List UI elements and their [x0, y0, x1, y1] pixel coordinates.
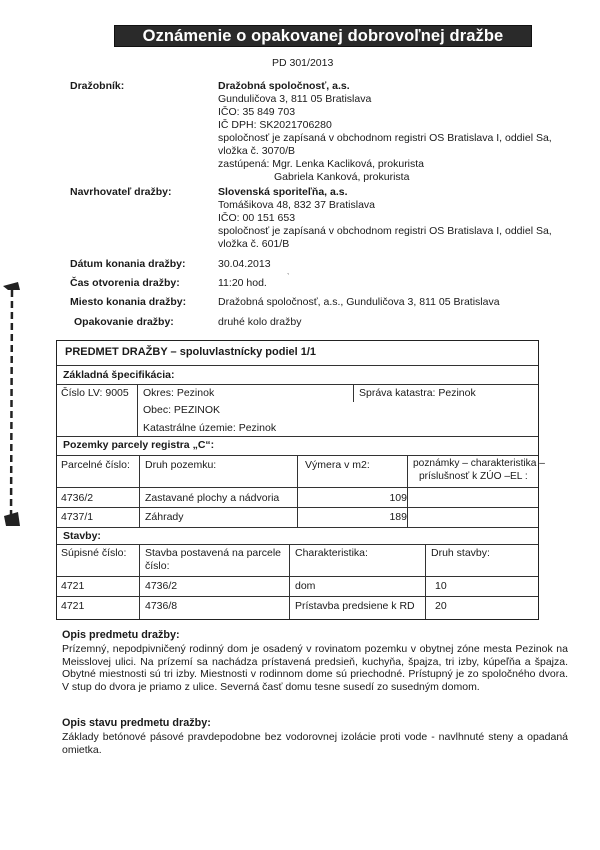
- miesto-label: Miesto konania dražby:: [70, 296, 187, 308]
- opis-text: Prízemný, nepodpivničený rodinný dom je osadený v rovinatom pozemku v obytnej zóne mesta Pezinok na Meisslovej ulici. Na prízemí sa nachádza prístavená predsieň, kuchyňa, špajza, tri izby, kúpeľňa a špajza. Obytné miestnosti sú tri izby. Miestnosti v rodinnom dome sú priechodné. Prístupný je zo spoločného dvora. V stup do dvora je priamo z ulice. Severná časť domu tesne susedí zo susedným domom.: [62, 643, 568, 693]
- datum-label: Dátum konania dražby:: [70, 258, 186, 270]
- pozemky-row2-parcela: 4737/1: [61, 511, 94, 523]
- stavby-row2-druh: 20: [435, 600, 447, 612]
- katastralne-uzemie: Katastrálne územie: Pezinok: [143, 422, 277, 434]
- navrhovatel-registry: spoločnosť je zapísaná v obchodnom registri OS Bratislava I, oddiel Sa,: [218, 225, 552, 237]
- drazobnik-dic: IČ DPH: SK2021706280: [218, 119, 332, 131]
- pozemky-col-parcela: Parcelné číslo:: [61, 459, 130, 471]
- drazobnik-ico: IČO: 35 849 703: [218, 106, 296, 118]
- drazobnik-registry-insert: vložka č. 3070/B: [218, 145, 296, 157]
- stavby-row1-druh: 10: [435, 580, 447, 592]
- pozemky-col-druh: Druh pozemku:: [145, 459, 217, 471]
- stavby-col-druh: Druh stavby:: [431, 547, 490, 559]
- predmet-title: PREDMET DRAŽBY – spoluvlastnícky podiel 1/1: [65, 346, 317, 358]
- pozemky-row1-parcela: 4736/2: [61, 492, 94, 504]
- stavby-row1-parcela: 4736/2: [145, 580, 178, 592]
- cas-value: 11:20 hod.: [218, 277, 267, 289]
- stavby-row1-supisne: 4721: [61, 580, 85, 592]
- stavby-col-parcela-2: číslo:: [145, 560, 170, 572]
- drazobnik-block: [218, 80, 552, 184]
- navrhovatel-label: Navrhovateľ dražby:: [70, 186, 172, 198]
- navrhovatel-address: Tomášikova 48, 832 37 Bratislava: [218, 199, 376, 211]
- stavby-heading: Stavby:: [63, 530, 101, 542]
- pozemky-row1-druh: Zastavané plochy a nádvoria: [145, 492, 280, 504]
- cislo-lv: Číslo LV: 9005: [61, 387, 129, 399]
- navrhovatel-block: [218, 186, 552, 251]
- pozemky-col-poznamky: poznámky – charakteristika –: [413, 458, 545, 469]
- pozemky-col-vymera: Výmera v m2:: [305, 459, 370, 471]
- stav-text: Základy betónové pásové pravdepodobne bez vodorovnej izolácie proti vode - navlhnuté steny a opadaná omietka.: [62, 731, 568, 756]
- navrhovatel-name: Slovenská sporiteľňa, a.s.: [218, 186, 348, 198]
- sprava-katastra: Správa katastra: Pezinok: [359, 387, 476, 399]
- pozemky-heading: Pozemky parcely registra „C“:: [63, 439, 215, 451]
- okres: Okres: Pezinok: [143, 387, 215, 399]
- stavby-col-supisne: Súpisné číslo:: [61, 547, 127, 559]
- navrhovatel-ico: IČO: 00 151 653: [218, 212, 296, 224]
- pozemky-row2-druh: Záhrady: [145, 511, 184, 523]
- opakovanie-label: Opakovanie dražby:: [74, 316, 174, 328]
- stavby-row2-char: Prístavba predsiene k RD: [295, 600, 415, 612]
- stavby-col-parcela: Stavba postavená na parcele: [145, 547, 282, 559]
- drazobnik-representative: zastúpená: Mgr. Lenka Kacliková, prokurista: [218, 158, 425, 170]
- document-reference: PD 301/2013: [272, 57, 334, 69]
- pen-mark: ˎ: [287, 266, 290, 275]
- document-title-banner: Oznámenie o opakovanej dobrovoľnej dražbe: [114, 25, 532, 47]
- drazobnik-name: Dražobná spoločnosť, a.s.: [218, 80, 350, 92]
- stavby-col-charakteristika: Charakteristika:: [295, 547, 368, 559]
- cas-label: Čas otvorenia dražby:: [70, 277, 180, 289]
- drazobnik-label: Dražobník:: [70, 80, 125, 92]
- stavby-row2-supisne: 4721: [61, 600, 85, 612]
- pozemky-row1-vymera: 109: [389, 492, 407, 504]
- obec: Obec: PEZINOK: [143, 404, 221, 416]
- drazobnik-representative-2: Gabriela Kanková, prokurista: [274, 171, 410, 183]
- pozemky-col-prislusnost: príslušnosť k ZÚO –EL :: [419, 471, 528, 482]
- stavby-row2-parcela: 4736/8: [145, 600, 178, 612]
- opis-heading: Opis predmetu dražby:: [62, 629, 180, 641]
- opakovanie-value: druhé kolo dražby: [218, 316, 302, 328]
- miesto-value: Dražobná spoločnosť, a.s., Gunduličova 3, 811 05 Bratislava: [218, 296, 500, 308]
- navrhovatel-registry-insert: vložka č. 601/B: [218, 238, 290, 250]
- drazobnik-registry: spoločnosť je zapísaná v obchodnom registri OS Bratislava I, oddiel Sa,: [218, 132, 552, 144]
- stavby-row1-char: dom: [295, 580, 316, 592]
- pozemky-row2-vymera: 189: [389, 511, 407, 523]
- zakladna-heading: Základná špecifikácia:: [63, 369, 175, 381]
- drazobnik-address: Gunduličova 3, 811 05 Bratislava: [218, 93, 372, 105]
- datum-value: 30.04.2013: [218, 258, 271, 270]
- predmet-table: [56, 340, 545, 620]
- binding-mark: [0, 280, 22, 540]
- stav-heading: Opis stavu predmetu dražby:: [62, 717, 211, 729]
